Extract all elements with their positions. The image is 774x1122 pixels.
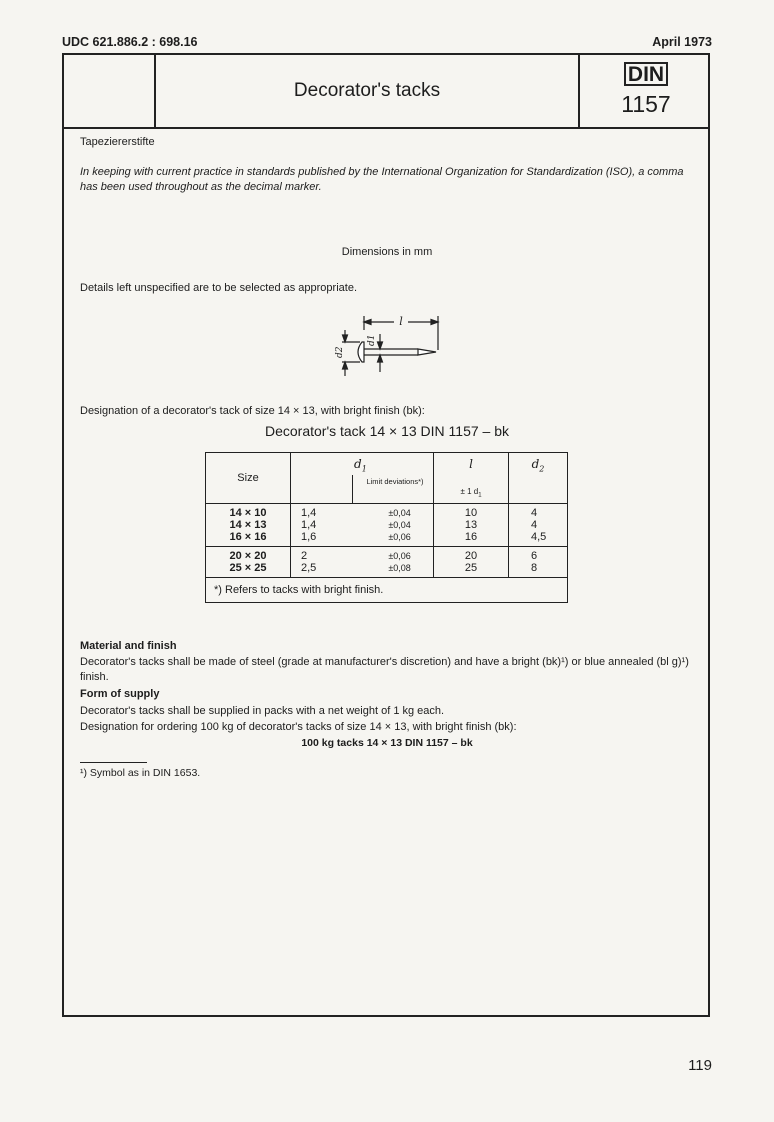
details-note: Details left unspecified are to be selected as appropriate.: [80, 282, 357, 294]
size-cell: 16 × 16: [229, 531, 267, 543]
dimensions-table: [205, 452, 568, 603]
supply-heading: Form of supply: [80, 688, 160, 700]
group1-deviations: [366, 504, 433, 547]
group1-d2: [509, 504, 568, 547]
page-number: 119: [688, 1057, 712, 1074]
group2-d2: [509, 547, 568, 578]
deviation-cell: ±0,06: [388, 551, 411, 561]
header-d1: [291, 453, 434, 504]
document-title: Decorator's tacks: [293, 80, 441, 101]
header-d2-subscript: 2: [539, 464, 545, 474]
l-cell: 13: [464, 519, 478, 531]
d1-cell: 1,4: [301, 519, 317, 531]
udc-code: UDC 621.886.2 : 698.16: [62, 35, 198, 49]
header-size: Size: [206, 453, 291, 504]
size-cell: 14 × 10: [229, 507, 267, 519]
deviation-cell: ±0,04: [388, 520, 411, 530]
order-designation-intro: Designation for ordering 100 kg of decorator's tacks of size 14 × 13, with bright finish (bk):: [80, 721, 517, 733]
header-d2: [509, 453, 568, 504]
header-l-tolerance-text: ± 1 d: [460, 487, 479, 496]
figure-label-d2: d2: [335, 346, 345, 358]
d2-cell: 4: [531, 519, 538, 531]
footnote: ¹) Symbol as in DIN 1653.: [80, 767, 201, 779]
d1-cell: 1,6: [301, 531, 317, 543]
designation-intro: Designation of a decorator's tack of size 14 × 13, with bright finish (bk):: [80, 405, 425, 417]
figure-label-d1: d1: [367, 334, 377, 346]
material-heading: Material and finish: [80, 640, 177, 652]
table-group-2: [206, 547, 568, 578]
d1-cell: 2,5: [301, 562, 317, 574]
title-block: [64, 55, 708, 129]
header-d2-letter: d: [531, 457, 540, 471]
deviation-cell: ±0,04: [388, 508, 411, 518]
group1-l: [434, 504, 509, 547]
l-cell: 16: [464, 531, 478, 543]
dimensions-note: Dimensions in mm: [341, 246, 433, 258]
group2-deviations: [366, 547, 433, 578]
header-d1-subscript: 1: [361, 464, 367, 474]
din-number: 1157: [621, 91, 671, 117]
group1-d1: [291, 504, 367, 547]
publication-date: April 1973: [652, 35, 712, 49]
d2-cell: 8: [531, 562, 538, 574]
order-designation-example: 100 kg tacks 14 × 13 DIN 1157 – bk: [301, 737, 473, 749]
header-d1-symbol: [354, 457, 367, 473]
figure-label-l: l: [399, 315, 403, 328]
d1-cell: 1,4: [301, 507, 317, 519]
header-limit-deviations: Limit deviations*): [366, 477, 424, 486]
title-block-left-cell: [64, 55, 156, 127]
table-footnote-row: [206, 578, 568, 603]
tack-drawing: [330, 310, 450, 385]
iso-note: In keeping with current practice in standards published by the International Organization for Standardization (ISO), a comma has been used throughout as the decimal marker.: [80, 166, 684, 193]
supply-text: Decorator's tacks shall be supplied in packs with a net weight of 1 kg each.: [80, 705, 445, 717]
l-cell: 20: [464, 550, 478, 562]
header-l: [434, 453, 509, 504]
deviation-cell: ±0,08: [388, 563, 411, 573]
size-cell: 20 × 20: [229, 550, 267, 562]
header-d2-symbol: [509, 457, 567, 473]
group2-d1: [291, 547, 367, 578]
table-header-row: [206, 453, 568, 504]
designation-example: Decorator's tack 14 × 13 DIN 1157 – bk: [264, 423, 510, 439]
l-cell: 25: [464, 562, 478, 574]
header-l-tolerance-subscript: 1: [478, 492, 482, 499]
group2-sizes: [206, 547, 291, 578]
group2-l: [434, 547, 509, 578]
material-text: Decorator's tacks shall be made of steel (grade at manufacturer's discretion) and have a bright (bk)¹) or blue annealed (bl g)¹) finish.: [80, 656, 689, 683]
d2-cell: 6: [531, 550, 538, 562]
d2-cell: 4,5: [531, 531, 547, 543]
header-d1-letter: d: [354, 457, 362, 471]
size-cell: 25 × 25: [229, 562, 267, 574]
deviation-cell: ±0,06: [388, 532, 411, 542]
size-cell: 14 × 13: [229, 519, 267, 531]
d2-cell: 4: [531, 507, 538, 519]
group1-sizes: [206, 504, 291, 547]
header-l-tolerance: [434, 487, 508, 499]
german-title: Tapeziererstifte: [80, 136, 155, 148]
din-logo: DIN: [624, 62, 668, 86]
din-block: [578, 55, 712, 127]
d1-cell: 2: [301, 550, 308, 562]
table-footnote: *) Refers to tacks with bright finish.: [206, 578, 568, 603]
table-group-1: [206, 504, 568, 547]
header-l-symbol: l: [469, 457, 473, 471]
footnote-rule: [80, 762, 147, 763]
l-cell: 10: [464, 507, 478, 519]
